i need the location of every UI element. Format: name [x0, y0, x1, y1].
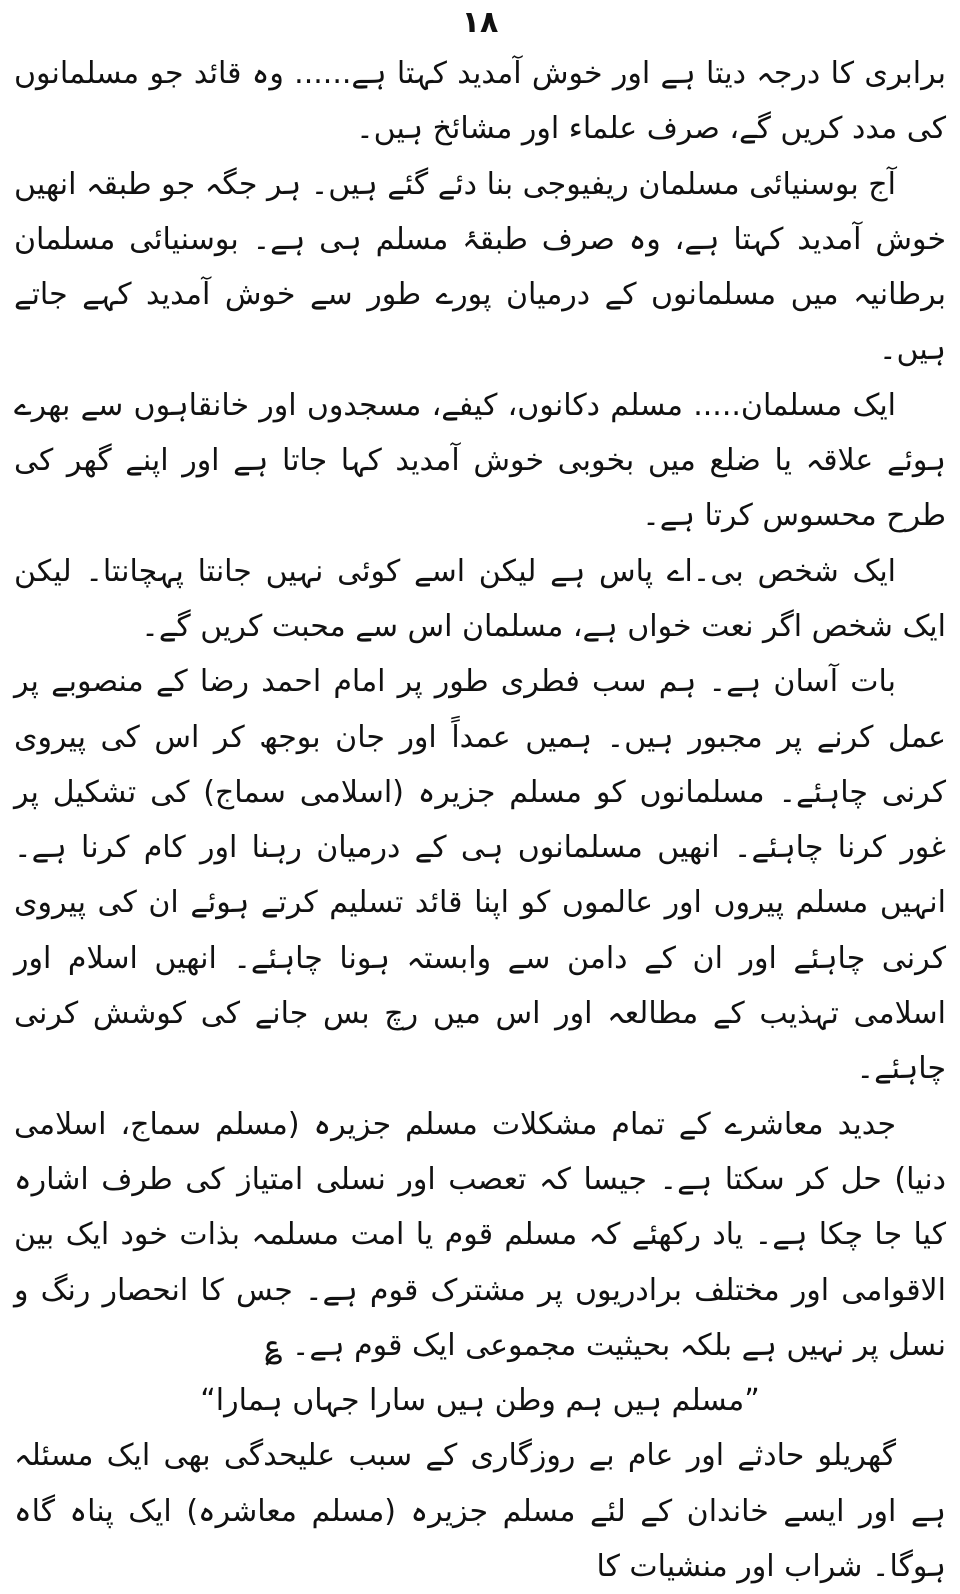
paragraph-3: ایک مسلمان..... مسلم دکانوں، کیفے، مسجدوں اور خانقاہوں سے بھرے ہوئے علاقہ یا ضلع میں بخوبی خوش آمدید کہا جاتا ہے اور اپنے گھر کی طرح محسوس کرتا ہے۔ [14, 387, 946, 534]
paragraph-5: بات آسان ہے۔ ہم سب فطری طور پر امام احمد رضا کے منصوبے پر عمل کرنے پر مجبور ہیں۔ ہمیں عمداً اور جان بوجھ کر اس کی پیروی کرنی چاہئے۔ مسلمانوں کو مسلم جزیرہ (اسلامی سماج) کی تشکیل پر غور کرنا چاہئے۔ انھیں مسلمانوں ہی کے درمیان رہنا اور کام کرنا ہے۔ انہیں مسلم پیروں اور عالموں کو اپنا قائد تسلیم کرتے ہوئے ان کی پیروی کرنی چاہئے اور ان کے دامن سے وابستہ ہونا چاہئے۔ انھیں اسلام اور اسلامی تہذیب کے مطالعہ اور اس میں رچ بس جانے کی کوشش کرنی چاہئے۔ [14, 664, 946, 1087]
paragraph-2: آج بوسنیائی مسلمان ریفیوجی بنا دئے گئے ہیں۔ ہر جگہ جو طبقہ انھیں خوش آمدید کہتا ہے، وہ صرف طبقۂ مسلم ہی ہے۔ بوسنیائی مسلمان برطانیہ میں مسلمانوں کے درمیان پورے طور سے خوش آمدید کہے جاتے ہیں۔ [14, 166, 946, 368]
paragraph-1: برابری کا درجہ دیتا ہے اور خوش آمدید کہتا ہے...... وہ قائد جو مسلمانوں کی مدد کریں گے، صرف علماء اور مشائخ ہیں۔ [14, 56, 946, 147]
verse-line: ”مسلم ہیں ہم وطن ہیں سارا جہاں ہمارا“ [200, 1383, 760, 1419]
paragraph-4: ایک شخص بی۔اے پاس ہے لیکن اسے کوئی نہیں جانتا پہچانتا۔ لیکن ایک شخص اگر نعت خواں ہے، مسلمان اس سے محبت کریں گے۔ [14, 553, 946, 644]
closing-paragraph: گھریلو حادثے اور عام بے روزگاری کے سبب علیحدگی بھی ایک مسئلہ ہے اور ایسے خاندان کے لئے مسلم جزیرہ (مسلم معاشرہ) ایک پناہ گاہ ہوگا۔ شراب اور منشیات کا [14, 1438, 946, 1585]
page-number: ۱۸ [461, 5, 499, 40]
paragraph-6: جدید معاشرے کے تمام مشکلات مسلم جزیرہ (مسلم سماج، اسلامی دنیا) حل کر سکتا ہے۔ جیسا کہ تعصب اور نسلی امتیاز کی طرف اشارہ کیا جا چکا ہے۔ یاد رکھئے کہ مسلم قوم یا امت مسلمہ بذات خود ایک بین الاقوامی اور مختلف برادریوں پر مشترک قوم ہے۔ جس کا انحصار رنگ و نسل پر نہیں ہے بلکہ بحیثیت مجموعی ایک قوم ہے۔ ؏ [14, 1106, 946, 1363]
